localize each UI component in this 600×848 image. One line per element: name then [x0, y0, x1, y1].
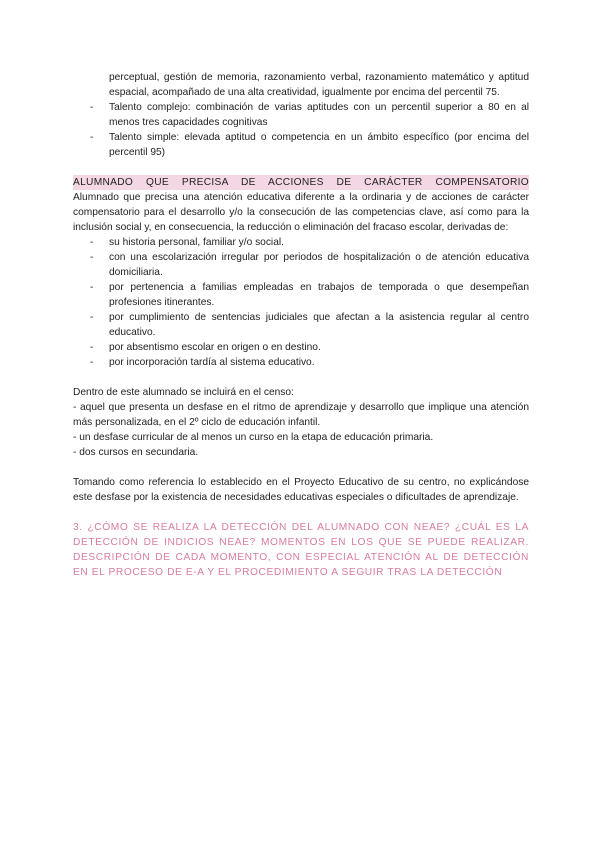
- census-line: - dos cursos en secundaria.: [73, 447, 199, 458]
- spacer: [73, 160, 529, 175]
- census-line: - aquel que presenta un desfase en el ritmo de aprendizaje y desarrollo que implique una atención más personalizada, en el 2º ciclo de educación infantil.: [73, 402, 529, 428]
- document-page: [73, 70, 529, 580]
- list-item: - su historia personal, familiar y/o social.: [73, 235, 529, 250]
- list-item: - por incorporación tardía al sistema educativo.: [73, 355, 529, 370]
- list-item: - Talento simple: elevada aptitud o competencia en un ámbito específico (por encima del percentil 95): [73, 130, 529, 160]
- list-item: - por pertenencia a familias empleadas en trabajos de temporada o que desempeñan profesiones itinerantes.: [73, 280, 529, 310]
- talent-continuation: perceptual, gestión de memoria, razonamiento verbal, razonamiento matemático y aptitud espacial, acompañado de una alta creatividad, igualmente por encima del percentil 75.: [109, 72, 529, 98]
- list-item: - con una escolarización irregular por periodos de hospitalización o de atención educativa domiciliaria.: [73, 250, 529, 280]
- section-3-title: 3. ¿CÓMO SE REALIZA LA DETECCIÓN DEL ALUMNADO CON NEAE? ¿CUÁL ES LA DETECCIÓN DE INDICIOS NEAE? MOMENTOS EN LOS QUE SE PUEDE REALIZAR. DESCRIPCIÓN DE CADA MOMENTO, CON ESPECIAL ATENCIÓN AL DE DETECCIÓN EN EL PROCESO DE E-A Y EL PROCEDIMIENTO A SEGUIR TRAS LA DETECCIÓN: [73, 522, 529, 578]
- compensatory-list: [73, 235, 529, 370]
- talent-list: [73, 100, 529, 160]
- list-item: - Talento complejo: combinación de varias aptitudes con un percentil superior a 80 en al menos tres capacidades cognitivas: [73, 100, 529, 130]
- compensatory-intro: Alumnado que precisa una atención educativa diferente a la ordinaria y de acciones de carácter compensatorio para el desarrollo y/o la consecución de las competencias clave, así como para la inclusión social y, en consecuencia, la reducción o eliminación del fracaso escolar, derivadas de:: [73, 192, 529, 233]
- list-item: - por cumplimiento de sentencias judiciales que afectan a la asistencia regular al centro educativo.: [73, 310, 529, 340]
- list-item: - por absentismo escolar en origen o en destino.: [73, 340, 529, 355]
- compensatory-heading: ALUMNADO QUE PRECISA DE ACCIONES DE CARÁCTER COMPENSATORIO: [73, 177, 529, 188]
- reference-paragraph: Tomando como referencia lo establecido en el Proyecto Educativo de su centro, no explicándose este desfase por la existencia de necesidades educativas especiales o dificultades de aprendizaje.: [73, 477, 529, 503]
- spacer: [73, 460, 529, 475]
- spacer: [73, 370, 529, 385]
- census-line: - un desfase curricular de al menos un curso en la etapa de educación primaria.: [73, 432, 434, 443]
- census-intro: Dentro de este alumnado se incluirá en el censo:: [73, 387, 294, 398]
- spacer: [73, 505, 529, 520]
